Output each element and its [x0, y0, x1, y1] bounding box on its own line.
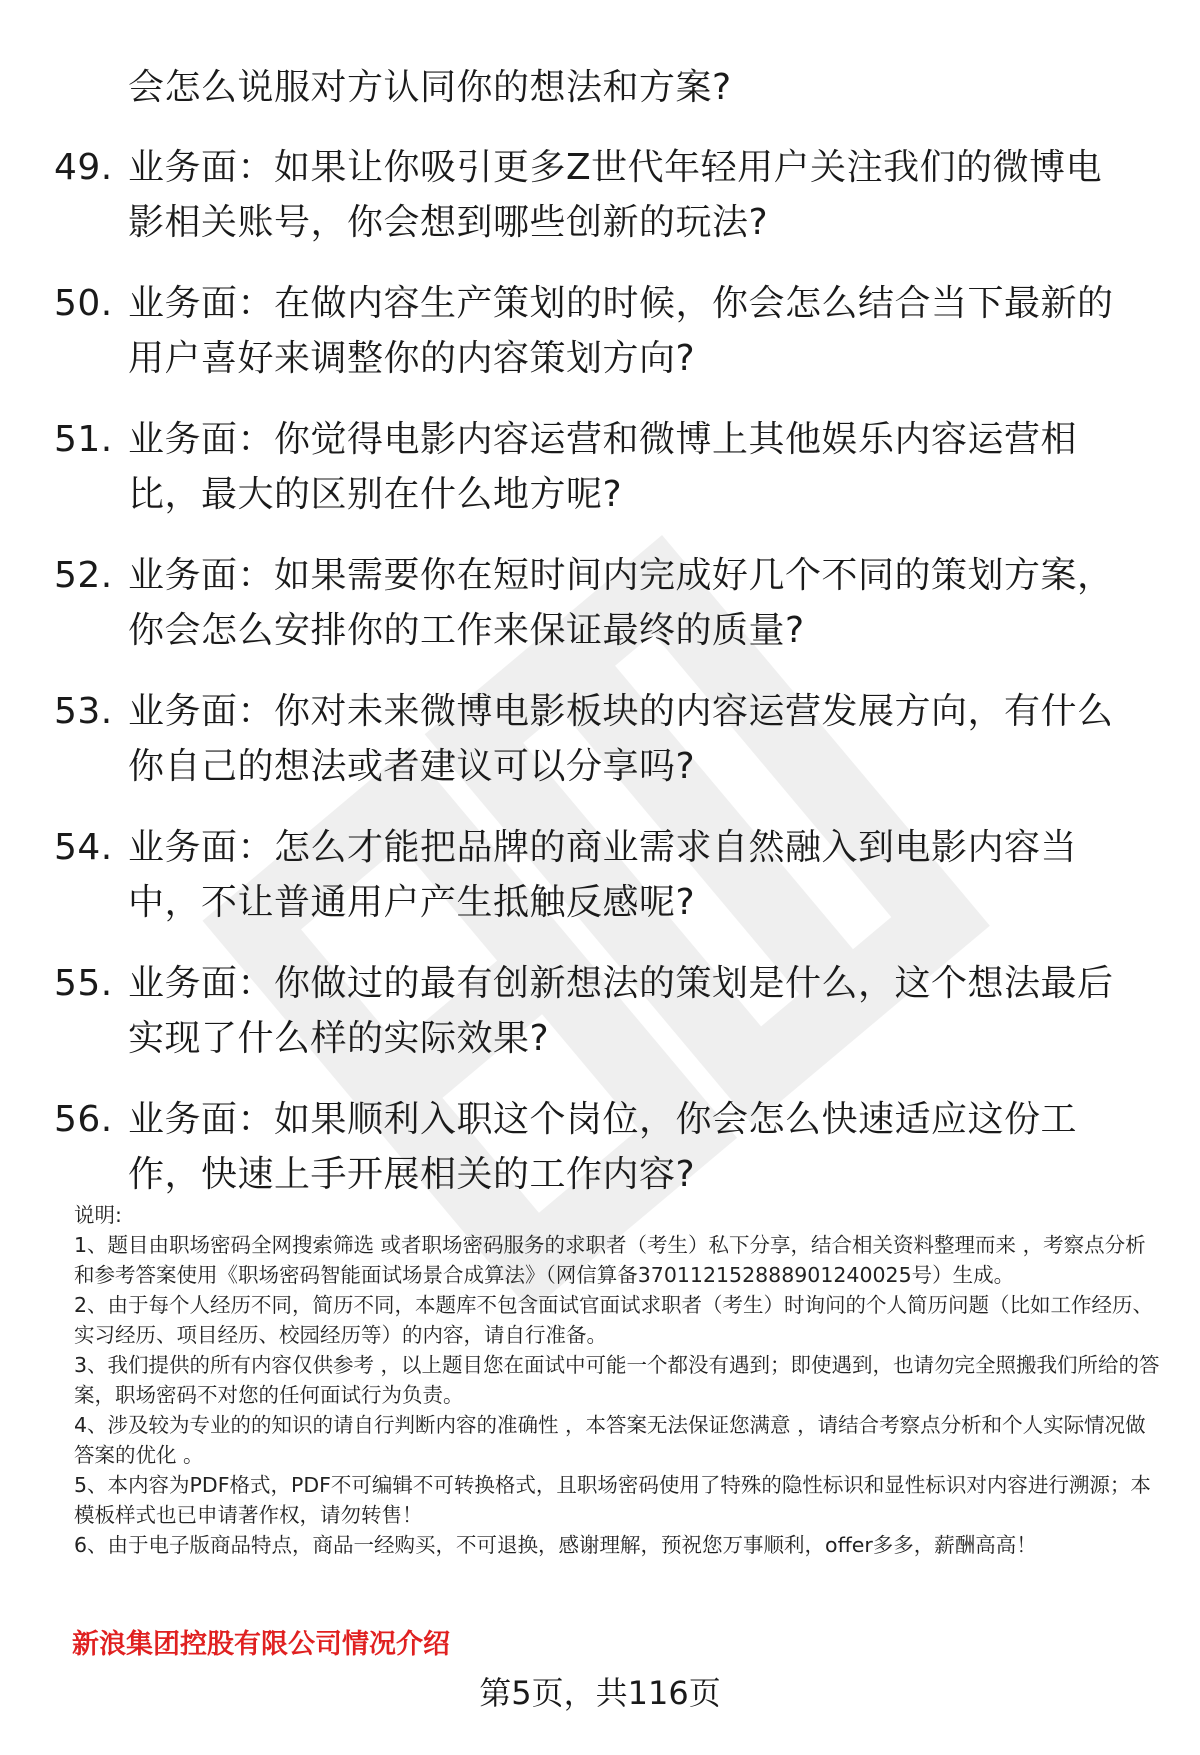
question-number: 56.: [54, 1099, 113, 1140]
question-number: 52.: [54, 555, 113, 596]
note-item: 3、我们提供的所有内容仅供参考 ，以上题目您在面试中可能一个都没有遇到；即使遇到，也请勿完全照搬我们所给的答案，职场密码不对您的任何面试行为负责。: [74, 1353, 1160, 1407]
question-number: 53.: [54, 691, 113, 732]
notes-section: [74, 1200, 1160, 1560]
question-number: 51.: [54, 419, 113, 460]
question-text: 业务面：你觉得电影内容运营和微博上其他娱乐内容运营相比，最大的区别在什么地方呢?: [128, 419, 1078, 515]
question-text: 业务面：如果让你吸引更多Z世代年轻用户关注我们的微博电影相关账号，你会想到哪些创新的玩法?: [128, 147, 1103, 243]
note-item: 1、题目由职场密码全网搜索筛选 或者职场密码服务的求职者（考生）私下分享，结合相关资料整理而来 ，考察点分析和参考答案使用《职场密码智能面试场景合成算法》（网信算备370112152888901240025号）生成。: [74, 1233, 1146, 1287]
question-number: 49.: [54, 147, 113, 188]
company-intro-link[interactable]: 新浪集团控股有限公司情况介绍: [72, 1629, 450, 1660]
question-list: [54, 140, 1164, 1228]
question-text: 业务面：在做内容生产策划的时候，你会怎么结合当下最新的用户喜好来调整你的内容策划方向?: [128, 283, 1114, 379]
question-number: 50.: [54, 283, 113, 324]
note-item: 4、涉及较为专业的的知识的请自行判断内容的准确性 ，本答案无法保证您满意 ，请结合考察点分析和个人实际情况做答案的优化 。: [74, 1413, 1146, 1467]
question-item: [54, 412, 1164, 522]
question-text: 业务面：你做过的最有创新想法的策划是什么，这个想法最后实现了什么样的实际效果?: [128, 963, 1114, 1059]
question-number: 55.: [54, 963, 113, 1004]
question-item: [54, 1092, 1164, 1202]
question-item: [54, 276, 1164, 386]
note-item: 6、由于电子版商品特点，商品一经购买，不可退换，感谢理解，预祝您万事顺利，offer多多，薪酬高高！: [74, 1533, 1037, 1557]
question-item: [54, 956, 1164, 1066]
notes-title: 说明:: [74, 1203, 122, 1227]
question-text: 业务面：你对未来微博电影板块的内容运营发展方向，有什么你自己的想法或者建议可以分享吗?: [128, 691, 1114, 787]
question-number: 54.: [54, 827, 113, 868]
note-item: 2、由于每个人经历不同，简历不同，本题库不包含面试官面试求职者（考生）时询问的个人简历问题（比如工作经历、实习经历、项目经历、校园经历等）的内容，请自行准备。: [74, 1293, 1154, 1347]
question-item: [54, 820, 1164, 930]
note-item: 5、本内容为PDF格式，PDF不可编辑不可转换格式，且职场密码使用了特殊的隐性标识和显性标识对内容进行溯源；本模板样式也已申请著作权，请勿转售！: [74, 1473, 1151, 1527]
question-item: [54, 140, 1164, 250]
page-number: 第5页，共116页: [479, 1674, 721, 1712]
question-item: [54, 548, 1164, 658]
question-text: 业务面：如果需要你在短时间内完成好几个不同的策划方案，你会怎么安排你的工作来保证最终的质量?: [128, 555, 1114, 651]
question-text: 业务面：如果顺利入职这个岗位，你会怎么快速适应这份工作，快速上手开展相关的工作内容?: [128, 1099, 1078, 1195]
question-text: 业务面：怎么才能把品牌的商业需求自然融入到电影内容当中，不让普通用户产生抵触反感呢?: [128, 827, 1078, 923]
question-item: [54, 684, 1164, 794]
question-continuation: 会怎么说服对方认同你的想法和方案?: [128, 67, 732, 108]
